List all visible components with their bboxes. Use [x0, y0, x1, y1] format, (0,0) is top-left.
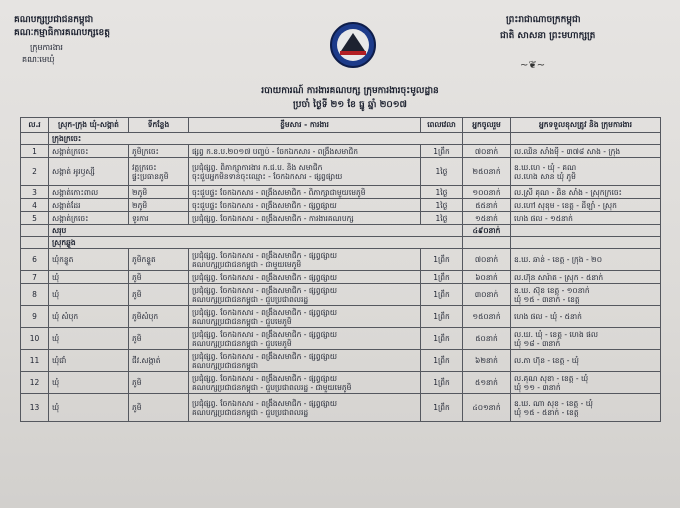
cell-task: ប្រជុំផ្សព្វ. ចែកឯកសារ - ពង្រឹងសមាជិក - ផ្សព្វផ្សាយ គណបក្សប្រជាជនកម្ពុជា - ជួបប្រជាពលរដ្ឋ	[189, 394, 421, 422]
cell-participants: ៧០នាក់	[463, 145, 511, 158]
cell-owner	[511, 237, 661, 249]
cell-area: ឃុំ	[49, 372, 129, 394]
cell-area: ឃុំជាំ	[49, 350, 129, 372]
cell-owner: ហេង ផល - ឃុំ - ៥នាក់	[511, 306, 661, 328]
cell-place: ភូមិ	[129, 372, 189, 394]
cell-time: 1ព្រឹក	[421, 328, 463, 350]
cell-number: 8	[21, 284, 49, 306]
cell-participants	[463, 237, 511, 249]
cell-task: ប្រជុំផ្សព្វ. ចែកឯកសារ - ពង្រឹងសមាជិក - ផ្សព្វផ្សាយ គណបក្សប្រជាជនកម្ពុជា	[189, 350, 421, 372]
cell-place: ២ភូមិ	[129, 186, 189, 199]
cell-area: ឃុំ	[49, 328, 129, 350]
ornament-divider: ~❦~	[520, 60, 546, 71]
table-row	[21, 249, 661, 271]
committee-name: គណៈកម្មាធិការគណបក្សខេត្ត	[14, 28, 110, 38]
cell-area: ឃុំ សំបុក	[49, 306, 129, 328]
cell-place: ទូរការ	[129, 212, 189, 225]
cell-participants: ១៥០នាក់	[463, 306, 511, 328]
cell-number: 13	[21, 394, 49, 422]
party-emblem-icon	[328, 18, 378, 72]
cell-owner: ល.ស្រី គុណ - ឆិន សាំង - ស្រុកក្រចេះ	[511, 186, 661, 199]
cell-number: 2	[21, 158, 49, 186]
cell-place: ភូមិ	[129, 328, 189, 350]
cell-task: ប្រជុំផ្សព្វ. ពិភាក្សាការងារ ក.ជ.ប. និង សមាជិក ចុះជួបអ្នកមិនទាន់ចុះឈ្មោះ - ចែកឯកសារ - ផ្សព្វផ្សាយ	[189, 158, 421, 186]
cell-participants: ៥១នាក់	[463, 372, 511, 394]
column-header: ខ្លឹមសារ - ការងារ	[189, 118, 421, 133]
cell-task: ចុះជួបផ្ទះ ចែកឯកសារ - ពង្រឹងសមាជិក - ផ្សព្វផ្សាយ	[189, 199, 421, 212]
cell-number	[21, 225, 49, 237]
table-row	[21, 271, 661, 284]
cell-place: ភូមិ	[129, 271, 189, 284]
cell-participants: ៧០នាក់	[463, 249, 511, 271]
cell-area: សង្កាត់កោះពាល	[49, 186, 129, 199]
cell-time: 1ព្រឹក	[421, 372, 463, 394]
cell-area: សង្កាត់ក្រចេះ	[49, 145, 129, 158]
cell-area: ឃុំកន្ទួត	[49, 249, 129, 271]
kingdom-name: ព្រះរាជាណាចក្រកម្ពុជា	[506, 15, 581, 25]
cell-place: ភូមិកន្ទួត	[129, 249, 189, 271]
cell-participants: ៣០នាក់	[463, 284, 511, 306]
cell-place: ភូមិ	[129, 284, 189, 306]
cell-number	[21, 133, 49, 145]
cell-owner: ល.ហៅ សុខុម - ខេត្ត - ដីឡាំ - ស្រុក	[511, 199, 661, 212]
table-row	[21, 372, 661, 394]
cell-owner: ល.គុណ សុខា - ខេត្ត - ឃុំ ឃុំ ១១ - ៣នាក់	[511, 372, 661, 394]
section-row	[21, 133, 661, 145]
cell-participants: ៥៥នាក់	[463, 199, 511, 212]
cell-number: 9	[21, 306, 49, 328]
cell-owner: ឧ.ឃ. ណា សុខ - ខេត្ត - ឃុំ ឃុំ ១៥ - ៥នាក់ - ខេត្ត	[511, 394, 661, 422]
column-header: ទីកន្លែង	[129, 118, 189, 133]
cell-participants: ៥០នាក់	[463, 328, 511, 350]
cell-place: ភូមិសំបុក	[129, 306, 189, 328]
cell-number: 5	[21, 212, 49, 225]
national-motto: ជាតិ សាសនា ព្រះមហាក្សត្រ	[500, 31, 596, 41]
cell-time: 1ថ្ងៃ	[421, 212, 463, 225]
cell-number: 3	[21, 186, 49, 199]
section-label: ស្រុកឆ្លូង	[49, 237, 463, 249]
activity-table	[20, 117, 661, 422]
section-label: ក្រុងក្រចេះ	[49, 133, 463, 145]
cell-number: 12	[21, 372, 49, 394]
cell-time: 1ព្រឹក	[421, 249, 463, 271]
section-label: សរុប	[49, 225, 463, 237]
table-row	[21, 158, 661, 186]
cell-area: សង្កាត់ក្រចេះ	[49, 212, 129, 225]
section-row	[21, 225, 661, 237]
cell-owner: ឧ.ឃ. ស៊ុខ ខេត្ត - ១០នាក់ ឃុំ ១៥ - ៣នាក់ - ខេត្ត	[511, 284, 661, 306]
cell-time: 1ព្រឹក	[421, 306, 463, 328]
cell-time: 1ព្រឹក	[421, 350, 463, 372]
cell-owner: ល.ឃ. ឃុំ - ខេត្ត - ហេង ផល ឃុំ ១៨ - ៣នាក់	[511, 328, 661, 350]
cell-time: 1ថ្ងៃ	[421, 199, 463, 212]
table-header-row	[21, 118, 661, 133]
cell-task: ប្រជុំផ្សព្វ. ចែកឯកសារ - ពង្រឹងសមាជិក - ផ្សព្វផ្សាយ គណបក្សប្រជាជនកម្ពុជា - ជួបមេភូមិ	[189, 306, 421, 328]
cell-number: 4	[21, 199, 49, 212]
cell-owner: ល.ឈិន សាំងម៉ី - ៣៧៨ សាង - ក្រុង	[511, 145, 661, 158]
table-row	[21, 284, 661, 306]
cell-number: 6	[21, 249, 49, 271]
cell-participants: ៤០១នាក់	[463, 394, 511, 422]
cell-number: 7	[21, 271, 49, 284]
cell-time: 1ព្រឹក	[421, 145, 463, 158]
cell-task: ផ្សព្វ ក.ខ.ប.២០១៧ បញ្ចប់ - ចែកឯកសារ - ពង្រឹងសមាជិក	[189, 145, 421, 158]
cell-participants: ១០០នាក់	[463, 186, 511, 199]
cell-owner: ល.ភា ហ៊ុន - ខេត្ត - ឃុំ	[511, 350, 661, 372]
cell-place: ភូមិក្រចេះ	[129, 145, 189, 158]
cell-number: 10	[21, 328, 49, 350]
cell-place: ភូមិ	[129, 394, 189, 422]
cell-time: 1ព្រឹក	[421, 394, 463, 422]
cell-task: ប្រជុំផ្សព្វ. ចែកឯកសារ - ពង្រឹងសមាជិក - ផ្សព្វផ្សាយ គណបក្សប្រជាជនកម្ពុជា - ជាមួយមេភូមិ	[189, 249, 421, 271]
cell-owner: ហេង ផល - ១៥នាក់	[511, 212, 661, 225]
cell-area: សង្កាត់ អូរឫស្សី	[49, 158, 129, 186]
commune-chief-label: គណៈមេឃុំ	[22, 55, 55, 64]
column-header: អ្នកទទួលខុសត្រូវ និង ក្រុមការងារ	[511, 118, 661, 133]
cell-place: ជីវ.សង្កាត់	[129, 350, 189, 372]
table-row	[21, 186, 661, 199]
column-header: ល.រ	[21, 118, 49, 133]
cell-area: ឃុំ	[49, 271, 129, 284]
working-group-label: ក្រុមការងារ	[30, 43, 63, 52]
report-date: ប្រចាំ ថ្ងៃទី ២១ ខែ ធ្នូ ឆ្នាំ ២០១៧	[293, 100, 407, 110]
column-header: ពេលវេលា	[421, 118, 463, 133]
cell-participants	[463, 133, 511, 145]
cell-time: 1ព្រឹក	[421, 284, 463, 306]
cell-owner	[511, 225, 661, 237]
cell-task: ប្រជុំផ្សព្វ. ចែកឯកសារ - ពង្រឹងសមាជិក - ផ្សព្វផ្សាយ គណបក្សប្រជាជនកម្ពុជា - ជួបប្រជាពលរដ្ឋ	[189, 284, 421, 306]
cell-owner: ល.ហ៊ុន សារ៉ាត - ស្រុក - ៥នាក់	[511, 271, 661, 284]
table-row	[21, 306, 661, 328]
section-row	[21, 237, 661, 249]
cell-number	[21, 237, 49, 249]
cell-participants: ២៥០នាក់	[463, 158, 511, 186]
cell-place: វត្តក្រចេះ ផ្ទះប្រធានភូមិ	[129, 158, 189, 186]
cell-task: ប្រជុំផ្សព្វ. ចែកឯកសារ - ពង្រឹងសមាជិក - ផ្សព្វផ្សាយ	[189, 271, 421, 284]
cell-number: 11	[21, 350, 49, 372]
cell-participants: ១៥នាក់	[463, 212, 511, 225]
cell-participants: ៤៩០នាក់	[463, 225, 511, 237]
table-row	[21, 145, 661, 158]
cell-time: 1ថ្ងៃ	[421, 186, 463, 199]
cell-owner: ឧ.ឃ.ហេ - ឃុំ - គណ ល.ហេង សាន ឃុំ ភូមិ	[511, 158, 661, 186]
cell-task: ចុះជួបផ្ទះ ចែកឯកសារ - ពង្រឹងសមាជិក - ពិភាក្សាជាមួយមេភូមិ	[189, 186, 421, 199]
column-header: ស្រុក-ក្រុង ឃុំ-សង្កាត់	[49, 118, 129, 133]
cell-participants: ៦២នាក់	[463, 350, 511, 372]
table-row	[21, 328, 661, 350]
table-body	[21, 133, 661, 422]
table-row	[21, 212, 661, 225]
cell-place: ២ភូមិ	[129, 199, 189, 212]
cell-task: ប្រជុំផ្សព្វ. ចែកឯកសារ - ពង្រឹងសមាជិក - ផ្សព្វផ្សាយ គណបក្សប្រជាជនកម្ពុជា - ជួបប្រជាពលរដ្ឋ - ជាមួយមេភូមិ	[189, 372, 421, 394]
cell-participants: ៦០នាក់	[463, 271, 511, 284]
cell-task: ប្រជុំផ្សព្វ. ចែកឯកសារ - ពង្រឹងសមាជិក - ផ្សព្វផ្សាយ គណបក្សប្រជាជនកម្ពុជា - ជួបមេភូមិ	[189, 328, 421, 350]
table-row	[21, 199, 661, 212]
report-title: របាយការណ៍ ការងារគណបក្ស ក្រុមការងារចុះមូលដ្ឋាន	[261, 86, 439, 96]
cell-area: ឃុំ	[49, 394, 129, 422]
cell-task: ប្រជុំផ្សព្វ. ចែកឯកសារ - ពង្រឹងសមាជិក - ការងារគណបក្ស	[189, 212, 421, 225]
table-row	[21, 394, 661, 422]
cell-owner: ឧ.ឃ. ឆាន់ - ខេត្ត - ក្រុង - ២០	[511, 249, 661, 271]
table-row	[21, 350, 661, 372]
cell-time: 1ព្រឹក	[421, 271, 463, 284]
cell-area: ឃុំ	[49, 284, 129, 306]
column-header: អ្នកចូលរួម	[463, 118, 511, 133]
party-name: គណបក្សប្រជាជនកម្ពុជា	[14, 15, 94, 25]
cell-area: សង្កាត់ដែរ	[49, 199, 129, 212]
cell-owner	[511, 133, 661, 145]
cell-number: 1	[21, 145, 49, 158]
cell-time: 1ថ្ងៃ	[421, 158, 463, 186]
